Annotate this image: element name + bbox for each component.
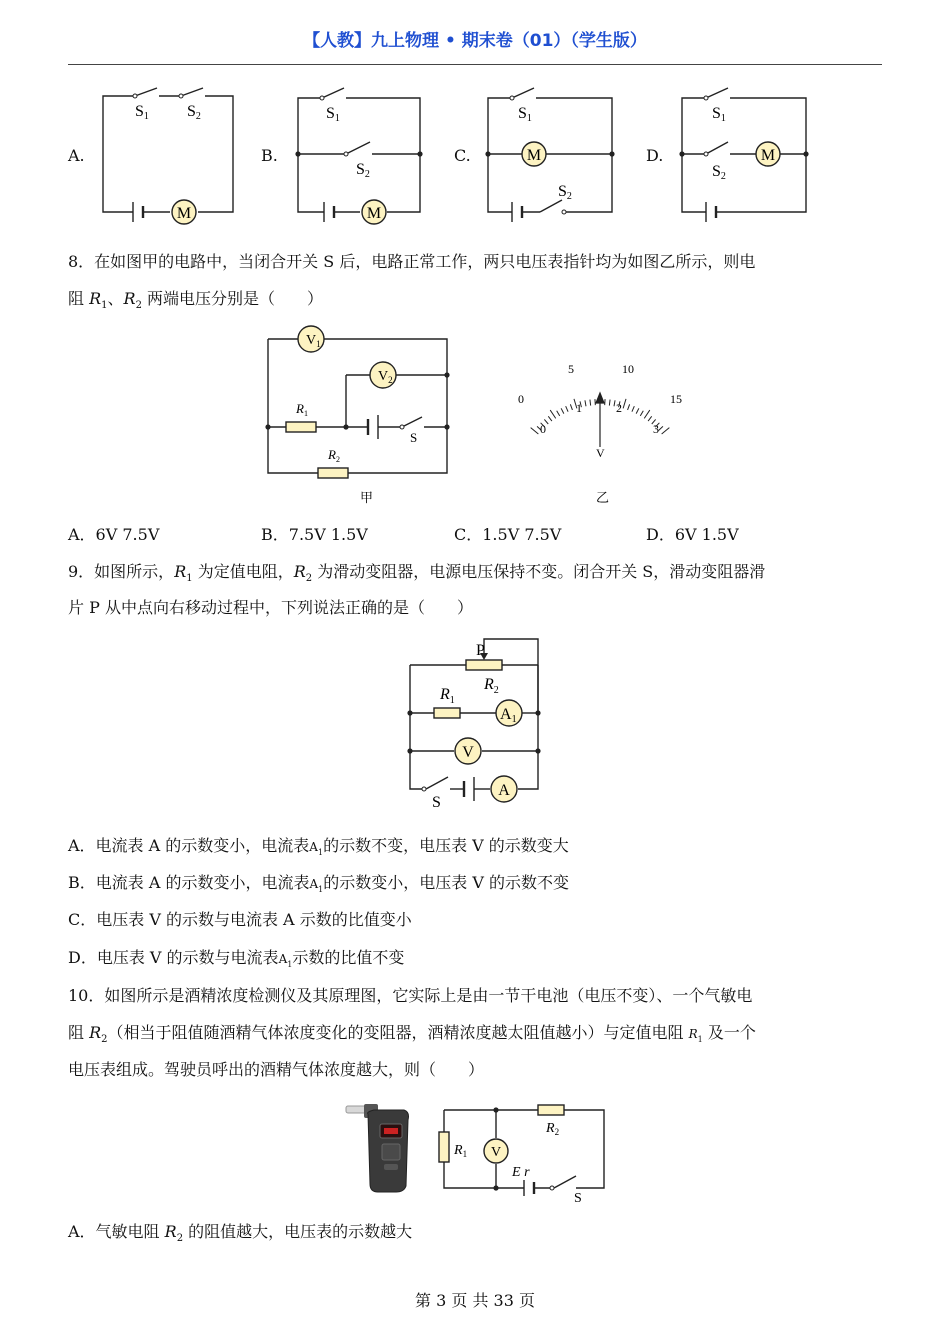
q10-stem-line2: 阻 $R_2$（相当于阻值随酒精气体浓度变化的变阻器，酒精浓度越太阻值越小）与定值电阻 $R_1$ 及一个 <box>68 1023 756 1046</box>
svg-text:S2: S2 <box>356 161 370 180</box>
svg-text:A1: A1 <box>500 706 517 725</box>
q9-stem-line2: 片 P 从中点向右移动过程中，下列说法正确的是（ ） <box>68 598 473 617</box>
page-header-title: 【人教】九上物理 • 期末卷（01）（学生版） <box>303 31 647 51</box>
q9-option-b: B．电流表 A 的示数变小，电流表$A_1$的示数变小，电压表 V 的示数不变 <box>68 873 569 895</box>
breathalyzer-device-image <box>344 1102 414 1194</box>
meter-tick <box>640 411 643 416</box>
q7a-motor-label: M <box>176 205 192 222</box>
q7-option-a-label: A. <box>68 146 85 165</box>
svg-text:P: P <box>476 642 485 659</box>
svg-text:V: V <box>596 446 605 460</box>
svg-text:0: 0 <box>540 422 546 436</box>
meter-tick <box>614 400 615 406</box>
meter-tick <box>636 408 639 413</box>
meter-tick <box>628 404 630 410</box>
q8-circuit-jia <box>262 325 457 510</box>
svg-text:S2: S2 <box>712 163 726 182</box>
svg-text:0: 0 <box>518 392 524 406</box>
meter-tick <box>548 416 552 421</box>
svg-text:E r: E r <box>512 1165 530 1180</box>
svg-text:10: 10 <box>622 362 634 376</box>
svg-text:R2: $R_2$ <box>484 676 499 696</box>
meter-tick <box>570 404 572 410</box>
meter-tick <box>531 428 539 434</box>
q8-voltmeter-dial <box>512 355 692 510</box>
svg-text:S: S <box>432 794 441 811</box>
meter-tick <box>557 411 560 416</box>
q7-option-d-label: D. <box>646 146 664 165</box>
meter-tick <box>566 406 568 412</box>
meter-tick <box>662 428 670 434</box>
header-rule <box>68 64 882 65</box>
svg-text:2: 2 <box>616 401 622 415</box>
svg-text:A: A <box>498 782 510 799</box>
svg-text:S1: S1 <box>518 105 532 124</box>
svg-text:5: 5 <box>568 362 574 376</box>
q10-option-a: A．气敏电阻 $R_2$ 的阻值越大，电压表的示数越大 <box>68 1222 413 1245</box>
svg-text:R2: $R_2$ <box>546 1121 560 1137</box>
svg-text:V1: $V_1$ <box>306 333 321 349</box>
q9-circuit <box>404 635 549 810</box>
svg-text:1: 1 <box>576 401 582 415</box>
q7-option-c-label: C. <box>454 146 471 165</box>
q8-fig-jia-caption: 甲 <box>360 490 374 505</box>
q9-option-d: D．电压表 V 的示数与电流表$A_1$示数的比值不变 <box>68 948 405 970</box>
svg-text:M: M <box>760 147 776 164</box>
svg-text:V2: $V_2$ <box>378 369 393 385</box>
q8-option-c: C．1.5V 7.5V <box>454 525 562 544</box>
q9-option-a: A．电流表 A 的示数变小，电流表$A_1$的示数不变，电压表 V 的示数变大 <box>68 836 569 858</box>
svg-text:S1: S1 <box>326 105 340 124</box>
svg-text:R1: $R_1$ <box>454 1143 468 1159</box>
svg-text:M: M <box>526 147 542 164</box>
q10-stem-line1: 10．如图所示是酒精浓度检测仪及其原理图，它实际上是由一节干电池（电压不变）、一个气敏电 <box>68 986 753 1005</box>
q7-circuit-d-diagram <box>676 80 816 225</box>
meter-tick <box>561 408 564 413</box>
q8-fig-yi-caption: 乙 <box>596 490 610 505</box>
svg-text:S: S <box>574 1191 582 1206</box>
q8-option-a: A．6V 7.5V <box>68 525 160 544</box>
q8-option-b: B．7.5V 1.5V <box>261 525 368 544</box>
svg-text:S: S <box>410 430 418 445</box>
q7-circuit-a-diagram <box>95 80 245 225</box>
meter-tick <box>659 426 663 430</box>
svg-text:V: V <box>490 1145 502 1160</box>
q7a-s1-label: S1 <box>135 103 149 122</box>
q10-stem-line3: 电压表组成。驾驶员呼出的酒精气体浓度越大，则（ ） <box>68 1060 485 1079</box>
meter-tick <box>632 406 634 412</box>
meter-tick <box>644 410 650 418</box>
svg-text:M: M <box>366 205 382 222</box>
q7-circuit-c-diagram <box>482 80 622 225</box>
meter-tick <box>590 400 591 406</box>
meter-tick <box>550 410 556 418</box>
meter-tick <box>609 400 610 406</box>
q7-option-b-label: B. <box>261 146 278 165</box>
page-footer: 第 3 页 共 33 页 <box>415 1291 535 1310</box>
svg-text:R1: $R_1$ <box>296 401 308 418</box>
svg-text:R2: $R_2$ <box>328 447 340 464</box>
svg-text:R1: $R_1$ <box>440 686 455 706</box>
svg-text:S1: S1 <box>712 105 726 124</box>
q8-stem-line1: 8．在如图甲的电路中，当闭合开关 S 后，电路正常工作，两只电压表指针均为如图乙所示，则电 <box>68 252 756 271</box>
meter-tick <box>648 416 652 421</box>
q7a-s2-label: S2 <box>187 103 201 122</box>
meter-tick <box>585 400 586 406</box>
q8-option-d: D．6V 1.5V <box>646 525 739 544</box>
q9-stem-line1: 9．如图所示，$R_1$ 为定值电阻，$R_2$ 为滑动变阻器，电源电压保持不变。闭合开关 S，滑动变阻器滑 <box>68 562 766 585</box>
svg-text:S2: S2 <box>558 183 572 202</box>
q10-circuit <box>438 1102 610 1206</box>
svg-text:V: V <box>462 744 474 761</box>
q9-option-c: C．电压表 V 的示数与电流表 A 示数的比值变小 <box>68 910 412 929</box>
svg-text:3: 3 <box>653 422 659 436</box>
q7-circuit-b-diagram <box>290 80 430 225</box>
svg-text:15: 15 <box>670 392 682 406</box>
q8-stem-line2: 阻 $R_1$、$R_2$ 两端电压分别是（ ） <box>68 289 324 312</box>
meter-tick <box>623 399 626 409</box>
